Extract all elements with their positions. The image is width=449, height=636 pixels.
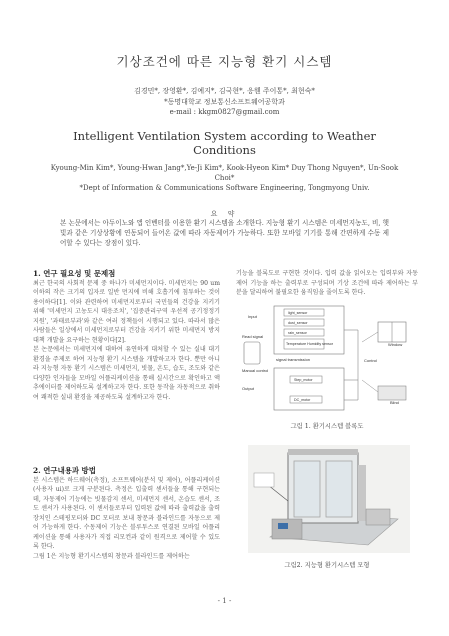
block-input-label: Input — [248, 314, 257, 319]
block-read-signal: Read signal — [242, 334, 264, 339]
section-1-heading: 1. 연구 필요성 및 문제점 — [33, 269, 116, 278]
block-signal-transmission: signal transmission — [276, 357, 311, 362]
block-step-motor: Step_motor — [294, 378, 313, 382]
sensor-dust: dust_sensor — [288, 321, 308, 325]
block-blind-label: Blind — [390, 400, 399, 405]
affiliation-korean: *동명대학교 정보통신소프트웨어공학과 — [164, 98, 285, 106]
block-output-label: Output — [242, 386, 255, 391]
block-window-label: Window — [388, 342, 403, 347]
sensor-rain: rain_sensor — [288, 331, 307, 335]
page-number: - 1 - — [217, 597, 232, 605]
block-dc-motor: DC_motor — [294, 398, 311, 402]
page-title-korean: 기상조건에 따른 지능형 환기 시스템 — [116, 54, 333, 69]
section-2-paragraph-2: 그림 1은 지능형 환기시스템의 창문과 블라인드를 제어하는 — [33, 552, 190, 560]
section-2 — [33, 466, 220, 561]
section-2-paragraph-1: 본 시스템은 하드웨어(측정), 소프트웨어(분석 및 제어), 어플리케이션(사용자 ui)로 크게 구분된다. 측정은 입출력 센서들을 통해 구현되는데, 자동제어 기능에는 빗물감지 센서, 미세먼지 센서, 온습도 센서, 조도 센서가 사용된다. 이 센서들로부터 입력된 값에 따라 출력값을 출력 장치인 스테핑모터와 DC 모터로 보내 창문과 블라인드를 자동으로 제어 가능하게 한다. 수동제어 기능은 블루투스로 연결된 모바일 어플리케이션을 통해 사용자가 직접 리모컨과 같이 원격으로 제어할 수 있도록 한다. — [33, 476, 220, 550]
page-title-english: Intelligent Ventilation System according to Weather Conditions — [73, 129, 376, 157]
figure-1-caption: 그림 1. 환기시스템 블록도 — [290, 423, 364, 430]
block-manual-control: Manual control — [242, 368, 269, 373]
right-column-text: 기능을 블록도로 구현한 것이다. 입력 값을 읽어오는 입력부와 자동제어 기능을 하는 출력부로 구성되며 기상 조건에 따라 제어하는 부분을 달리하여 불필요한 움직임을 줄이도록 한다. — [236, 270, 418, 296]
sensor-temp-humidity: Temperature Humidity sensor — [286, 342, 333, 346]
section-1-paragraph-2: 본 논문에서는 미세먼지에 대하여 유연하게 대처할 수 있는 실내 대기 환경을 주제로 하여 지능형 환기 시스템을 개발하고자 한다. 뿐만 아니라 지능형 자동 환기 시스템은 미세먼지, 빗물, 온도, 습도, 조도와 같은 다양한 인자들을 모바일 어플리케이션을 통해 실시간으로 확인하고 액추에이터를 제어하도록 설계하고자 한다. 또한 동작을 자동적으로 취하여 쾌적한 실내 환경을 제공하도록 설계하고자 한다. — [33, 346, 220, 401]
authors-korean: 김경민*, 장영환*, 김예지*, 김국현*, 응웬 주이통*, 최현숙* — [134, 87, 315, 95]
abstract-text: 본 논문에서는 아두이노와 앱 인벤터를 이용한 환기 시스템을 소개한다. 지능형 환기 시스템은 미세먼지농도, 비, 햇빛과 같은 기상상황에 연동되어 들어온 값에 따라 자동제어가 가능하다. 또한 모바일 기기를 통해 간편하게 수동 제어할 수 있다는 장점이 있다. — [60, 219, 389, 247]
figure-2-model-photo — [248, 445, 410, 553]
block-control-label: Control — [364, 358, 377, 363]
abstract-heading: 요 약 — [210, 210, 239, 218]
sensor-light: light_sensor — [288, 311, 308, 315]
section-2-heading: 2. 연구내용과 방법 — [33, 466, 96, 475]
email: e-mail : kkgm0827@gmail.com — [169, 108, 280, 116]
figure-1-block-diagram — [240, 302, 414, 416]
affiliation-english: *Dept of Information & Communications Software Engineering, Tongmyong Univ. — [79, 184, 370, 192]
section-1-paragraph-1: 최근 한국의 사회적 문제 중 하나가 미세먼지이다. 미세먼지는 90 um 이하의 작은 크기의 입자로 일반 먼지에 비해 호흡기에 침투하는 것이 용이하다[1]. 이와 관련하여 미세먼지로부터 국민들의 건강을 지키기 위해 '미세먼지 고농도시 대응조치', '집중관리구역 우선적 공기정정기 지원', '과태료부과'와 같은 여러 정책들이 시행되고 있다. 따라서 많은 사람들은 일상에서 미세먼지로부터 건강을 지키기 위한 미세먼지 방지대책 개발을 요구하는 현황이다[2]. — [33, 279, 220, 344]
figure-2-caption: 그림2. 지능형 환기시스템 모형 — [284, 562, 370, 569]
authors-english: Kyoung-Min Kim*, Young-Hwan Jang*,Ye-Ji Kim*, Kook-Hyeon Kim* Duy Thong Nguyen*, Un-Sook Choi* — [50, 164, 399, 182]
section-1 — [33, 269, 220, 402]
